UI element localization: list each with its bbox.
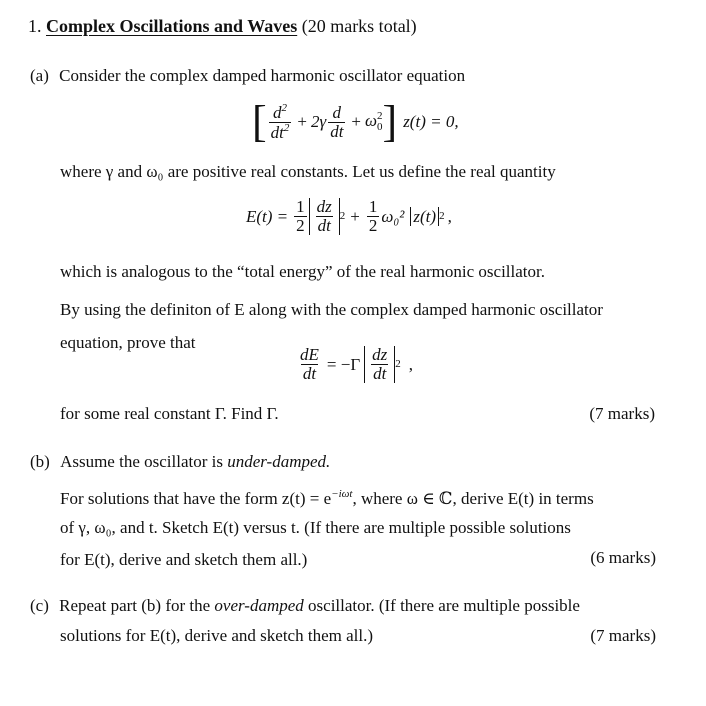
eq1-dt-exp: 2 — [283, 121, 290, 134]
equation-oscillator — [252, 97, 459, 146]
eq1-plus-2: + — [351, 112, 362, 132]
eq3-equals-gamma: = −Γ — [326, 354, 361, 374]
eq2-sq-2: 2 — [439, 210, 445, 223]
part-c-line-1 — [30, 596, 580, 616]
question-title: Complex Oscillations and Waves — [46, 16, 298, 36]
part-a-by-using-line-2: equation, prove that — [60, 333, 196, 352]
eq2-abs-dzdt — [309, 198, 340, 235]
question-header — [28, 16, 417, 37]
part-b-assume-line — [30, 452, 330, 472]
part-b-line-2: of γ, ω₀, and t. Sketch E(t) versus t. (If there are multiple possible solutions — [60, 518, 571, 537]
part-c-label: (c) — [30, 596, 49, 615]
part-b-label: (b) — [30, 452, 50, 471]
eq2-half-1-den: 2 — [296, 215, 305, 235]
eq2-abs-z: z(t) — [410, 207, 439, 227]
eq3-dz: dz — [372, 345, 388, 364]
equation-energy-derivative — [296, 346, 413, 383]
question-total-marks: (20 marks total) — [301, 16, 417, 36]
eq1-d: d — [273, 102, 282, 122]
part-c-line-2: solutions for E(t), derive and sketch them all.) — [60, 626, 373, 645]
part-a-by-using-line-1: By using the definiton of E along with the complex damped harmonic oscillator — [60, 300, 603, 319]
eq2-dt: dt — [317, 215, 331, 235]
eq1-rhs: z(t) = 0, — [403, 112, 459, 132]
eq3-dt-2: dt — [373, 363, 387, 383]
part-a-where-text: where γ and ω₀ are positive real constants. Let us define the real quantity — [60, 162, 556, 181]
eq2-dz: dz — [316, 197, 332, 216]
eq2-half-2-num: 1 — [368, 197, 378, 216]
eq3-abs-dzdt — [364, 346, 395, 383]
part-a-marks: (7 marks) — [589, 404, 655, 423]
eq2-plus: + — [350, 206, 360, 226]
eq1-omega-sub: 0 — [377, 121, 383, 134]
question-number: 1. — [28, 16, 42, 36]
part-a-intro: Consider the complex damped harmonic oscillator equation — [59, 66, 466, 85]
part-c-marks: (7 marks) — [590, 626, 656, 645]
eq1-omega0-squared — [365, 111, 383, 133]
eq1-omega: ω — [365, 110, 378, 130]
part-b-line-1-suffix: , where ω ∈ ℂ, derive E(t) in terms — [352, 489, 594, 508]
eq2-half-2 — [367, 198, 380, 235]
part-b-line-1-prefix: For solutions that have the form z(t) = e — [60, 489, 332, 508]
eq3-dE: dE — [300, 345, 319, 364]
eq2-dzdt — [315, 198, 334, 235]
part-c-over-damped: over-damped — [214, 596, 304, 615]
part-b-under-damped: under-damped. — [227, 452, 331, 471]
eq3-dt: dt — [302, 363, 317, 383]
second-derivative-operator — [269, 103, 292, 142]
eq1-omega-sup: 2 — [377, 110, 383, 123]
eq2-half-1-num: 1 — [296, 197, 305, 216]
part-b-line-3: for E(t), derive and sketch them all.) — [60, 550, 308, 569]
eq1-dt-first: dt — [330, 121, 344, 141]
eq3-dEdt — [298, 346, 321, 383]
eq1-d-first: d — [332, 102, 342, 122]
eq1-two-gamma: 2γ — [310, 112, 327, 132]
part-a-for-some-text: for some real constant Γ. Find Γ. — [60, 404, 279, 423]
part-a-intro-line — [30, 66, 465, 86]
eq2-half-2-den: 2 — [368, 215, 378, 235]
eq2-sq-1: 2 — [339, 210, 346, 223]
eq3-sq: 2 — [395, 358, 401, 371]
part-b-marks: (6 marks) — [590, 548, 656, 567]
part-b-assume-prefix: Assume the oscillator is — [60, 452, 228, 471]
part-c-line-1-prefix: Repeat part (b) for the — [59, 596, 215, 615]
eq3-dzdt — [370, 346, 389, 383]
part-a-label: (a) — [30, 66, 49, 85]
eq1-plus-1: + — [297, 112, 307, 132]
left-bracket: [ — [252, 97, 267, 146]
eq2-omega0sq: ω₀² — [381, 206, 405, 226]
part-c-line-1-suffix: oscillator. (If there are multiple possible — [303, 596, 580, 615]
eq2-comma: , — [447, 206, 452, 226]
part-a-analogous-text: which is analogous to the “total energy” of the real harmonic oscillator. — [60, 262, 545, 281]
eq2-half-1 — [294, 198, 307, 235]
equation-energy — [246, 198, 452, 235]
eq2-lhs: E(t) = — [246, 206, 289, 226]
eq1-d-exp: 2 — [281, 101, 288, 114]
part-b-line-1 — [60, 488, 594, 509]
right-bracket: ] — [382, 97, 398, 146]
eq1-dt: dt — [270, 122, 284, 142]
part-b-exponent: −iωt — [331, 488, 353, 500]
eq3-comma: , — [408, 354, 414, 374]
first-derivative-operator — [328, 104, 345, 141]
